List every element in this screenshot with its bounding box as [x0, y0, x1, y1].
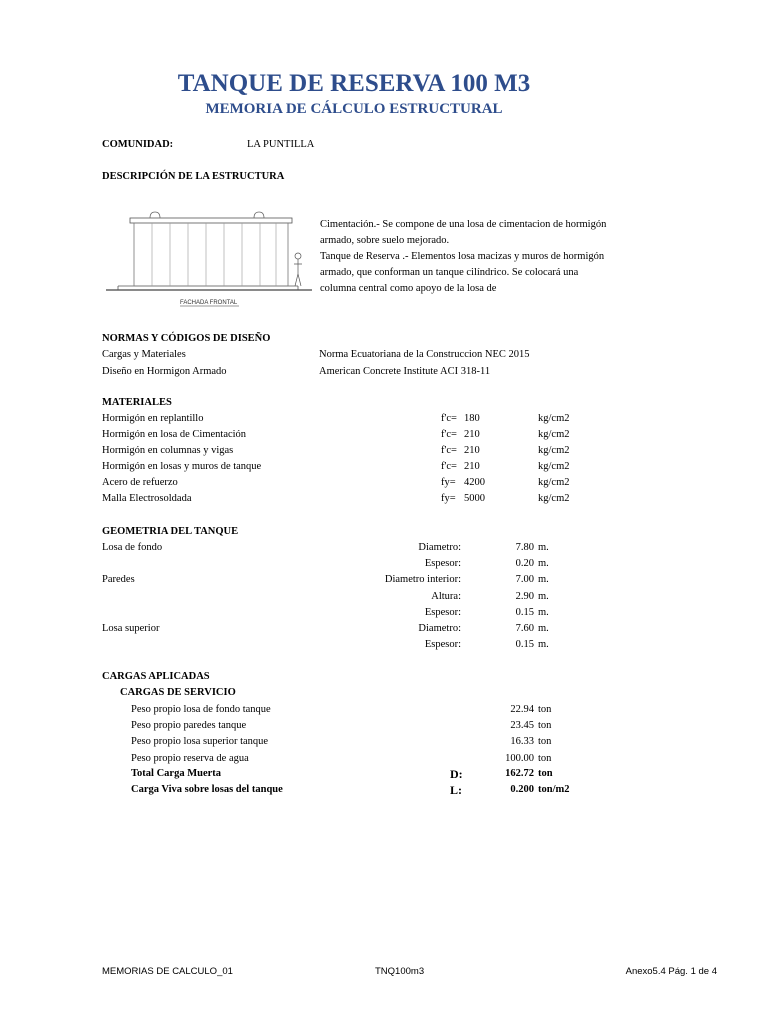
descripcion-heading: DESCRIPCIÓN DE LA ESTRUCTURA	[102, 171, 285, 182]
material-name: Hormigón en losas y muros de tanque	[102, 461, 262, 472]
geometria-unit: m.	[538, 574, 549, 585]
geometria-element: Paredes	[102, 574, 135, 585]
geometria-unit: m.	[538, 639, 549, 650]
geometria-param: Altura:	[431, 591, 461, 602]
geometria-value: 0.15	[515, 639, 534, 650]
carga-value: 23.45	[510, 720, 534, 731]
geometria-unit: m.	[538, 542, 549, 553]
materiales-heading: MATERIALES	[102, 397, 172, 408]
geometria-unit: m.	[538, 558, 549, 569]
material-value: 180	[464, 413, 480, 424]
geometria-param: Espesor:	[424, 639, 461, 650]
geometria-param: Espesor:	[424, 607, 461, 618]
geometria-unit: m.	[538, 623, 549, 634]
geometria-param: Diametro interior:	[384, 574, 461, 585]
material-name: Acero de refuerzo	[102, 477, 178, 488]
material-value: 5000	[464, 493, 485, 504]
material-unit: kg/cm2	[538, 429, 570, 440]
material-unit: kg/cm2	[538, 461, 570, 472]
page-subtitle: MEMORIA DE CÁLCULO ESTRUCTURAL	[205, 101, 503, 117]
total-carga-muerta-value: 162.72	[505, 768, 534, 779]
total-carga-muerta-symbol: D:	[450, 767, 463, 781]
comunidad-value: LA PUNTILLA	[247, 139, 315, 150]
material-prop: f'c=	[441, 429, 457, 440]
material-unit: kg/cm2	[538, 493, 570, 504]
norma-item: Diseño en Hormigon Armado	[102, 366, 227, 377]
material-prop: f'c=	[441, 413, 457, 424]
tank-facade-drawing	[104, 206, 314, 314]
carga-value: 22.94	[510, 704, 534, 715]
carga-unit: ton	[538, 720, 552, 731]
carga-name: Peso propio losa de fondo tanque	[131, 704, 271, 715]
material-name: Malla Electrosoldada	[102, 493, 192, 504]
carga-viva-symbol: L:	[450, 783, 462, 797]
material-value: 210	[464, 429, 480, 440]
material-name: Hormigón en replantillo	[102, 413, 204, 424]
carga-unit: ton	[538, 753, 552, 764]
footer-center: TNQ100m3	[375, 966, 425, 977]
material-unit: kg/cm2	[538, 413, 570, 424]
material-unit: kg/cm2	[538, 477, 570, 488]
descripcion-tanque: Tanque de Reserva .- Elementos losa macizas y muros de hormigón armado, que conforman un tanque cilíndrico. Se colocará una columna central como apoyo de la losa de	[320, 251, 605, 294]
geometria-value: 0.20	[515, 558, 534, 569]
material-unit: kg/cm2	[538, 445, 570, 456]
norma-value: American Concrete Institute ACI 318-11	[319, 366, 491, 377]
cargas-heading: CARGAS APLICADAS	[102, 671, 210, 682]
material-prop: f'c=	[441, 445, 457, 456]
carga-viva-unit: ton/m2	[538, 784, 570, 795]
geometria-value: 7.00	[515, 574, 534, 585]
carga-name: Peso propio losa superior tanque	[131, 736, 269, 747]
geometria-element: Losa superior	[102, 623, 160, 634]
total-carga-muerta-label: Total Carga Muerta	[131, 768, 222, 779]
comunidad-label: COMUNIDAD:	[102, 139, 174, 150]
carga-name: Peso propio paredes tanque	[131, 720, 247, 731]
normas-heading: NORMAS Y CÓDIGOS DE DISEÑO	[102, 333, 271, 344]
material-value: 210	[464, 445, 480, 456]
carga-name: Peso propio reserva de agua	[131, 753, 249, 764]
geometria-value: 2.90	[515, 591, 534, 602]
geometria-param: Espesor:	[424, 558, 461, 569]
carga-value: 100.00	[505, 753, 534, 764]
geometria-value: 0.15	[515, 607, 534, 618]
geometria-param: Diametro:	[418, 623, 461, 634]
footer-page-number: Anexo5.4 Pág. 1 de 4	[625, 966, 717, 977]
descripcion-cimentacion: Cimentación.- Se compone de una losa de cimentacion de hormigón armado, sobre suelo mejorado.	[320, 219, 607, 246]
material-prop: fy=	[441, 477, 456, 488]
cargas-servicio-heading: CARGAS DE SERVICIO	[120, 687, 236, 698]
total-carga-muerta-unit: ton	[538, 768, 553, 779]
material-prop: f'c=	[441, 461, 457, 472]
material-name: Hormigón en columnas y vigas	[102, 445, 234, 456]
norma-value: Norma Ecuatoriana de la Construccion NEC 2015	[319, 349, 530, 360]
material-name: Hormigón en losa de Cimentación	[102, 429, 247, 440]
geometria-element: Losa de fondo	[102, 542, 163, 553]
geometria-heading: GEOMETRIA DEL TANQUE	[102, 526, 239, 537]
page-title: TANQUE DE RESERVA 100 M3	[177, 70, 531, 97]
carga-viva-label: Carga Viva sobre losas del tanque	[131, 784, 283, 795]
carga-viva-value: 0.200	[510, 784, 534, 795]
footer-left: MEMORIAS DE CALCULO_01	[102, 966, 233, 977]
carga-value: 16.33	[510, 736, 534, 747]
tank-elevation-svg	[104, 206, 314, 314]
carga-unit: ton	[538, 736, 552, 747]
geometria-param: Diametro:	[418, 542, 461, 553]
material-value: 4200	[464, 477, 485, 488]
geometria-value: 7.80	[515, 542, 534, 553]
geometria-unit: m.	[538, 591, 549, 602]
geometria-value: 7.60	[515, 623, 534, 634]
material-prop: fy=	[441, 493, 456, 504]
geometria-unit: m.	[538, 607, 549, 618]
norma-item: Cargas y Materiales	[102, 349, 186, 360]
facade-caption: FACHADA FRONTAL	[180, 300, 238, 306]
material-value: 210	[464, 461, 480, 472]
carga-unit: ton	[538, 704, 552, 715]
